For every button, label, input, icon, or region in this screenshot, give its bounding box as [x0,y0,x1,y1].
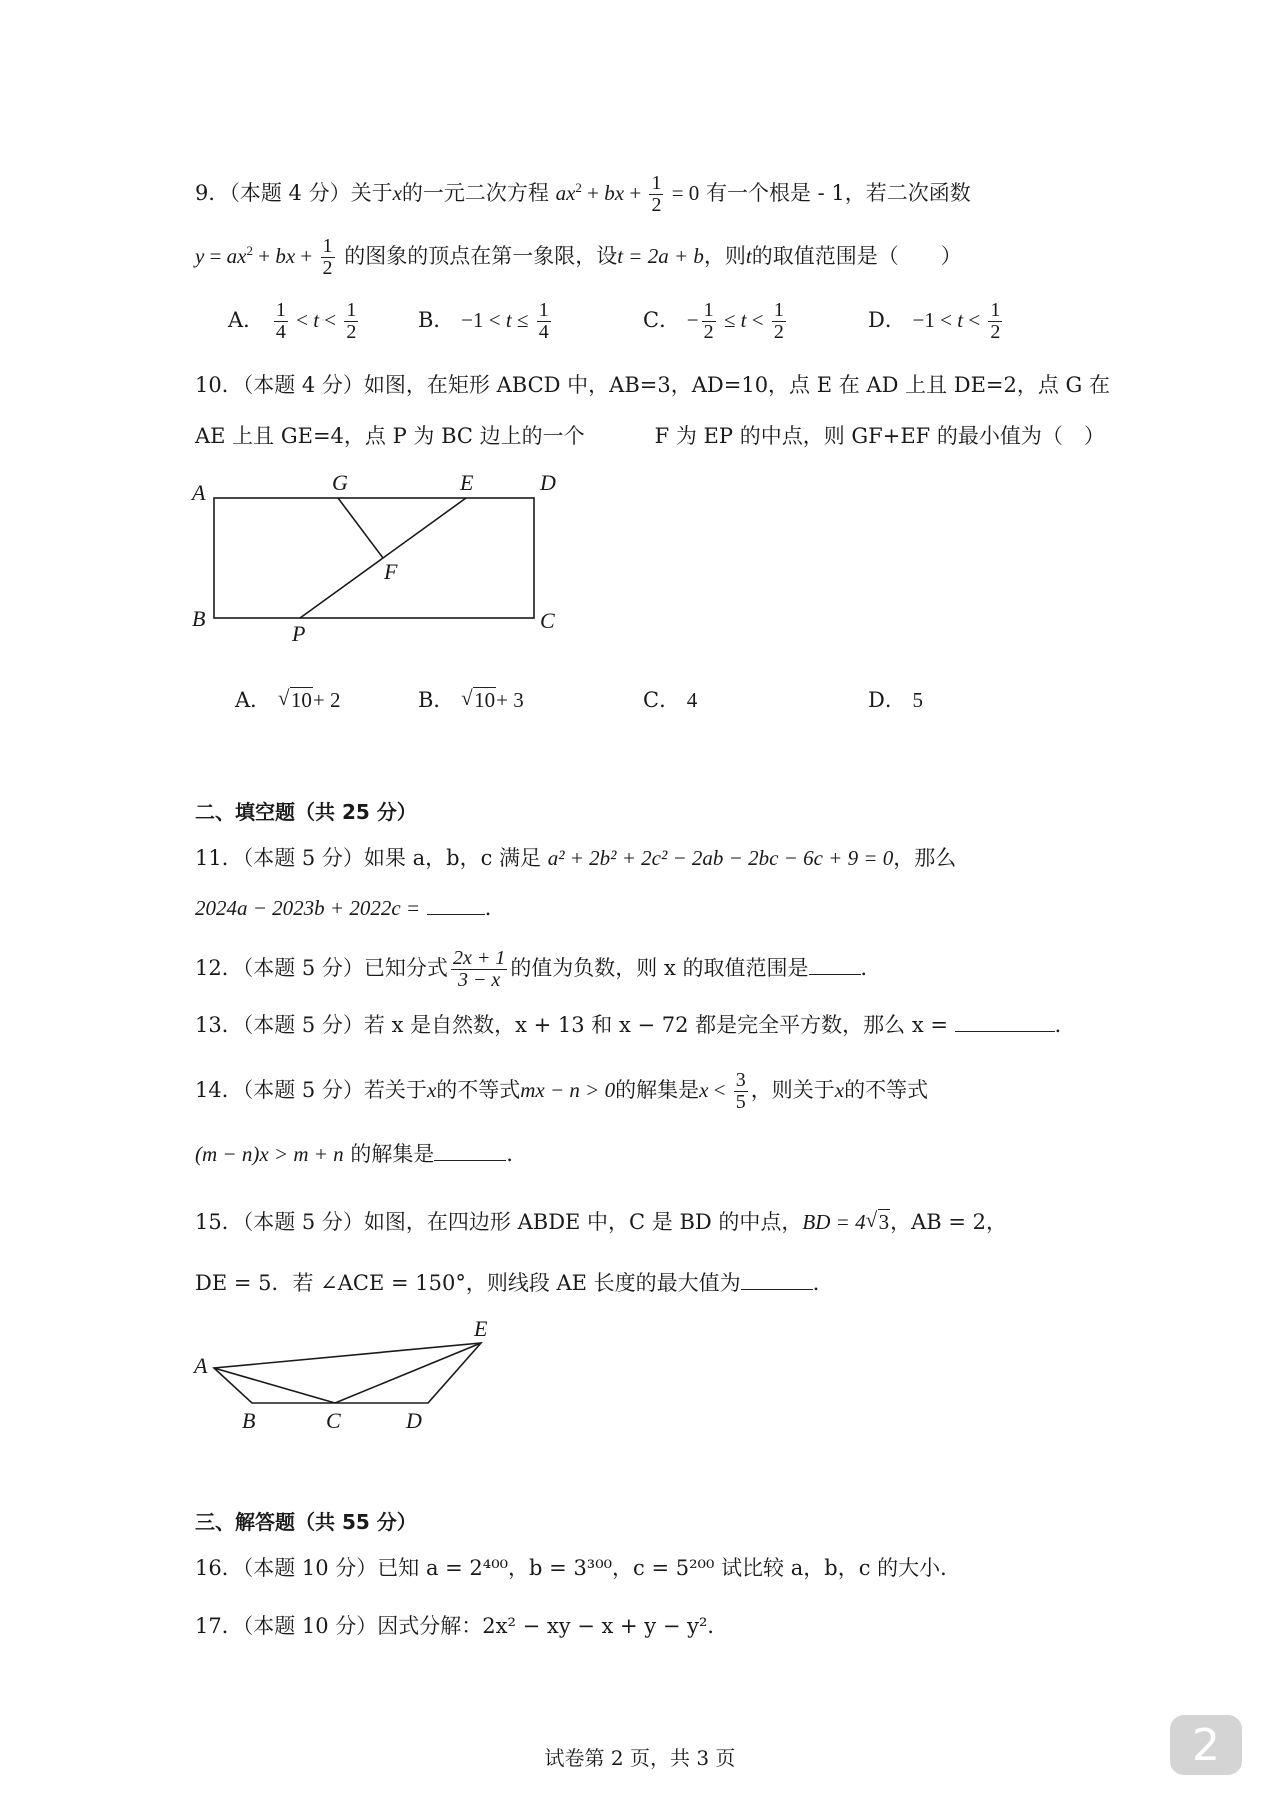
q15-line2: DE = 5．若 ∠ACE = 150°，则线段 AE 长度的最大值为 ． [195,1271,834,1295]
q14-line2: (m − n)x > m + n 的解集是 ． [195,1142,528,1166]
q10-option-c: C． 4 [643,688,698,712]
page-footer: 试卷第 2 页，共 3 页 [544,1746,736,1770]
rectangle-abcd [214,498,534,618]
q10-option-b: B． √ 10+ 3 [418,684,524,714]
q15-line1: 15．（本题 5 分）如图，在四边形 ABDE 中，C 是 BD 的中点，BD = 4√ 3，AB = 2， [195,1210,1007,1235]
q13-blank[interactable] [955,1013,1055,1032]
label-a: A [194,1353,208,1378]
q12-blank[interactable] [809,956,861,975]
label-f: F [384,559,398,584]
q12-line: 12．（本题 5 分）已知分式 $\frac{2x + 1}{3 - x}$ 的值为负数，则 x 的取值范围是 ． [195,947,882,991]
q9-option-d: D． −1 < t < $\frac{1}{2}$ [868,299,1001,343]
label-e: E [474,1316,488,1341]
label-d: D [406,1408,422,1433]
q15-blank[interactable] [741,1271,813,1290]
label-b: B [242,1408,256,1433]
quadrilateral-abde [214,1343,481,1403]
label-c: C [326,1408,341,1433]
q11-line1: 11．（本题 5 分）如果 a，b，c 满足 a² + 2b² + 2c² − 2ab − 2bc − 6c + 9 = 0，那么 [195,846,957,870]
q14-line1: 14．（本题 5 分）若关于x的不等式mx − n > 0的解集是x < $\frac{3}{5}$ ，则关于x的不等式 [195,1069,929,1113]
section-2-heading: 二、填空题（共 25 分） [195,800,417,824]
segment-ce [335,1343,481,1403]
q10-option-d: D． 5 [868,688,924,712]
label-g: G [332,470,348,495]
q9-option-a: A． $\frac{1}{4}$ < t < $\frac{1}{2}$ [228,299,357,343]
q9-line1: 9．（本题 4 分）关于x的一元二次方程 $ax^2$ + bx + $\frac{1}{2}$ = 0 有一个根是 - 1，若二次函数 [195,172,971,216]
label-b: B [192,606,206,631]
q10-line2: AE 上且 GE=4，点 P 为 BC 边上的一个 F 为 EP 的中点，则 GF+EF 的最小值为（ ） [195,424,1105,448]
q13-line: 13．（本题 5 分）若 x 是自然数，x + 13 和 x − 72 都是完全平方数，那么 x = ． [195,1013,1076,1037]
label-c: C [540,608,555,633]
q14-blank[interactable] [434,1142,506,1161]
label-p: P [292,621,306,646]
segment-gf [338,498,383,558]
label-d: D [540,470,556,495]
q15-figure [190,1315,510,1435]
q9-option-c: C． − $\frac{1}{2}$ ≤ t < $\frac{1}{2}$ [643,299,784,343]
page-number-badge: 2 [1170,1715,1242,1775]
q9-line2: $y = ax^2$ + bx + $\frac{1}{2}$ 的图象的顶点在第一象限，设t = 2a + b，则t的取值范围是（ ） [195,235,962,279]
q9-option-b: B． −1 < t ≤ $\frac{1}{4}$ [418,299,549,343]
label-e: E [460,470,474,495]
q17-line: 17．（本题 10 分）因式分解：2x² − xy − x + y − y²． [195,1614,729,1638]
q10-line1: 10．（本题 4 分）如图，在矩形 ABCD 中，AB=3，AD=10，点 E 在 AD 上且 DE=2，点 G 在 [195,373,1111,397]
q16-line: 16．（本题 10 分）已知 a = 2⁴⁰⁰，b = 3³⁰⁰，c = 5²⁰⁰ 试比较 a，b，c 的大小． [195,1556,962,1580]
q11-blank[interactable] [427,896,485,915]
q10-option-a: A． √ 10+ 2 [235,684,340,714]
q10-figure [190,470,590,650]
q11-line2: 2024a − 2023b + 2022c = ． [195,896,506,920]
label-a: A [192,480,206,505]
section-3-heading: 三、解答题（共 55 分） [195,1510,417,1534]
